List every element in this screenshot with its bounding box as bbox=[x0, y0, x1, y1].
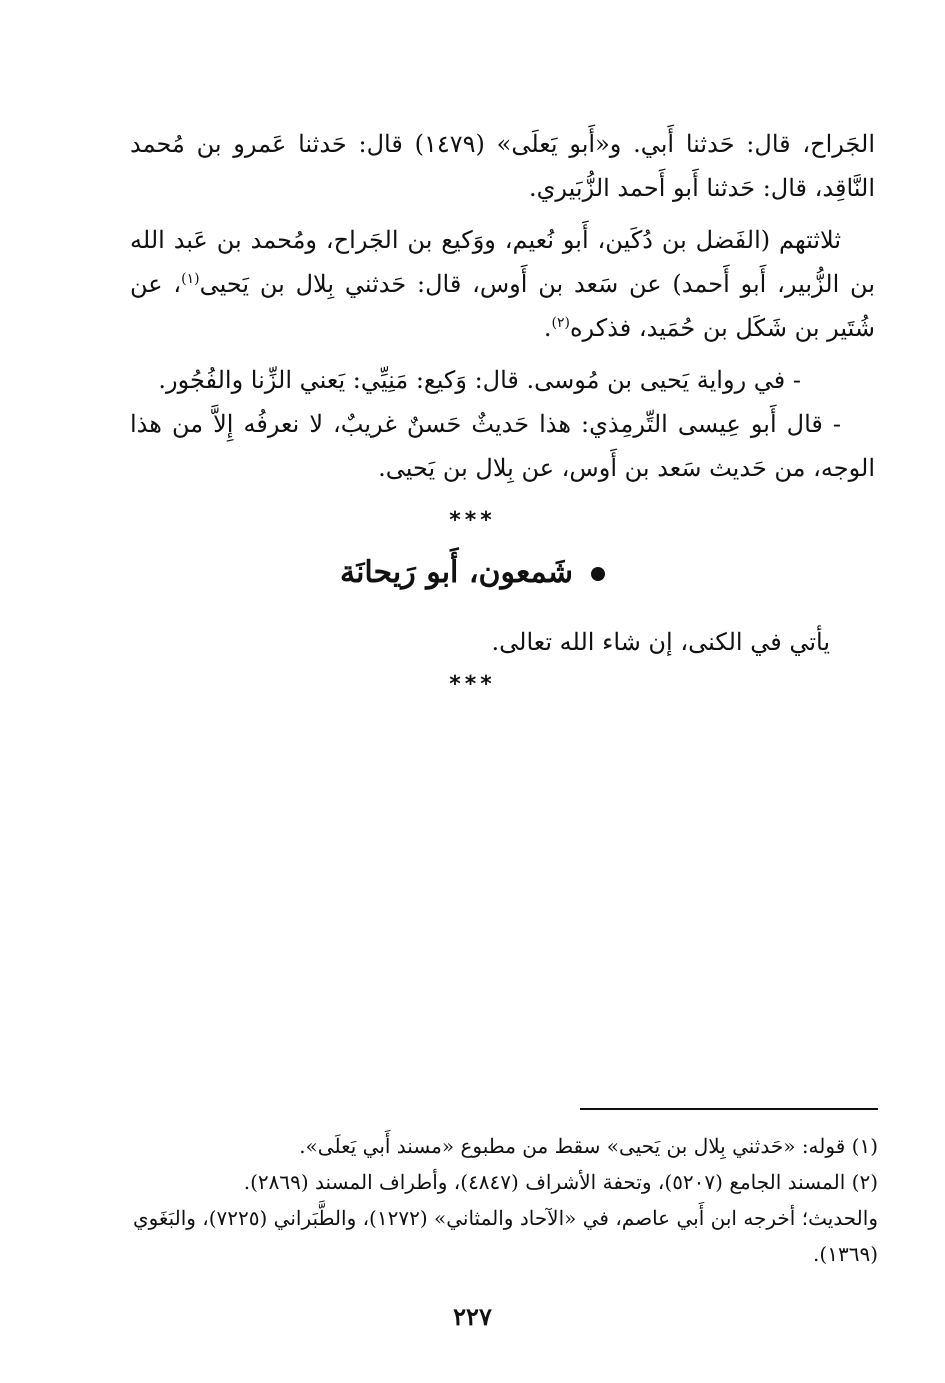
footnote-divider bbox=[580, 1108, 878, 1110]
hadith-chain-paragraph: الجَراح، قال: حَدثنا أَبي. و«أَبو يَعلَى» (١٤٧٩) قال: حَدثنا عَمرو بن مُحمد النَّاقِد، قال: حَدثنا أَبو أَحمد الزُّبَيري. bbox=[130, 130, 876, 202]
hadith-narrators-paragraph bbox=[130, 218, 875, 350]
footnote-ref-2[interactable]: (٢) bbox=[551, 315, 570, 331]
entry-body: يأتي في الكنى، إن شاء الله تعالى. bbox=[491, 628, 830, 656]
section-separator-top: *** bbox=[449, 508, 496, 533]
footnotes-block bbox=[130, 1128, 878, 1272]
tirmidhi-note: - قال أَبو عِيسى التِّرمِذي: هذا حَديثٌ حَسنٌ غريبٌ، لا نعرفُه إِلاَّ من هذا الوجه، من حَديث سَعد بن أَوس، عن بِلال بن يَحيى. bbox=[130, 410, 875, 482]
footnote-2: (٢) المسند الجامع (٥٢٠٧)، وتحفة الأشراف (٤٨٤٧)، وأطراف المسند (٢٨٦٩). bbox=[243, 1170, 878, 1194]
footnote-1: (١) قوله: «حَدثني بِلال بن يَحيى» سقط من مطبوع «مسند أَبي يَعلَى». bbox=[299, 1134, 878, 1158]
entry-heading-text: شَمعون، أَبو رَيحانَة bbox=[339, 555, 573, 590]
narrators-text: ثلاثتهم (الفَضل بن دُكَين، أَبو نُعيم، ووَكيع بن الجَراح، ومُحمد بن عَبد الله بن الزُّبير، أَبو أَحمد) عن سَعد بن أَوس، قال: حَدثني بِلال بن يَحيى bbox=[130, 226, 875, 298]
riwaya-note: - في رواية يَحيى بن مُوسى. قال: وَكيع: مَنِيِّي: يَعني الزِّنا والفُجُور. bbox=[158, 366, 801, 394]
narrators-text-end: . bbox=[543, 314, 552, 342]
main-text-block bbox=[130, 122, 875, 498]
footnote-2-continued: والحديث؛ أخرجه ابن أَبي عاصم، في «الآحاد والمثاني» (١٢٧٢)، والطَّبَراني (٧٢٢٥)، والبَغَوي (١٣٦٩). bbox=[132, 1206, 878, 1266]
narrators-text-continued: ، عن شُتَير بن شَكَل بن حُمَيد، فذكره bbox=[130, 270, 875, 342]
footnote-ref-1[interactable]: (١) bbox=[181, 271, 200, 287]
entry-heading bbox=[0, 555, 945, 590]
section-separator-bottom: *** bbox=[449, 672, 496, 697]
page-number: ٢٢٧ bbox=[453, 1302, 492, 1331]
bullet-icon bbox=[591, 567, 605, 581]
